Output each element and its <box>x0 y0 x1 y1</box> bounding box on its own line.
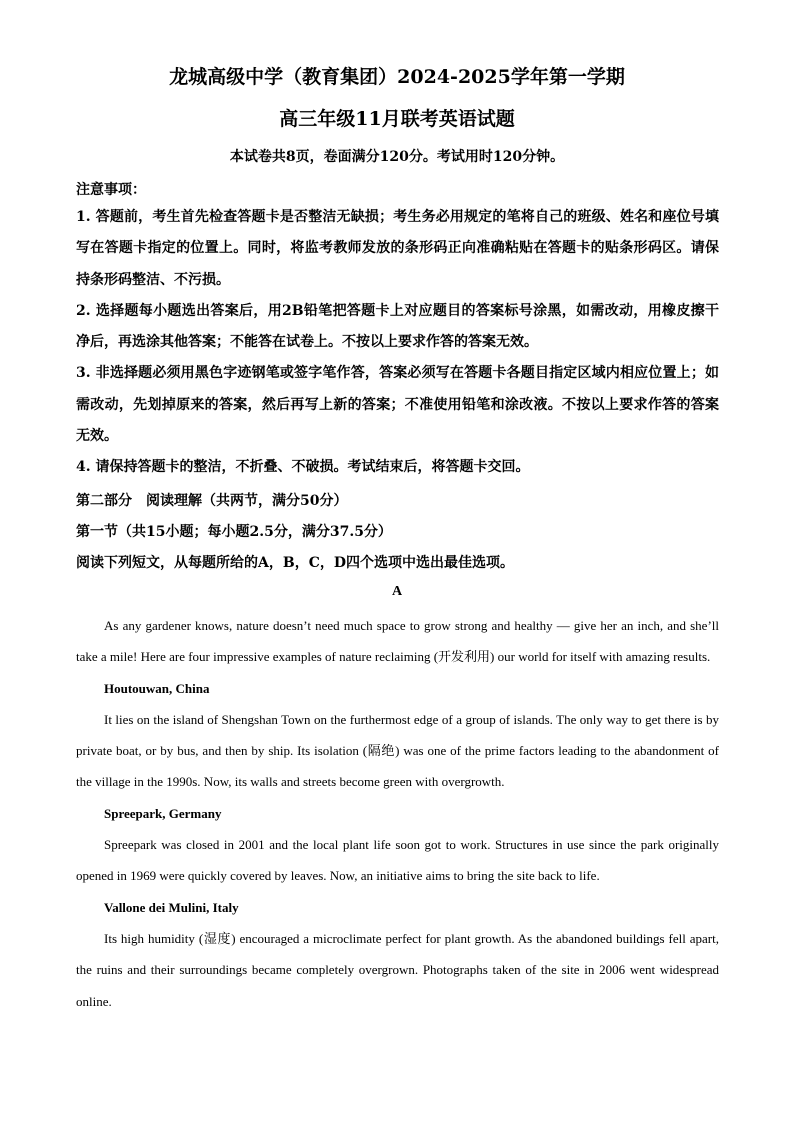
place-text-vallone: Its high humidity (湿度) encouraged a microclimate perfect for plant growth. As the abandoned buildings fell apart, the ruins and their surroundings became completely overgrown. Photographs taken of the site in 2006 went widespread online. <box>76 930 719 1009</box>
notice-list <box>76 202 719 484</box>
place-text-spreepark: Spreepark was closed in 2001 and the local plant life soon got to work. Structures in use since the park originally opened in 1969 were quickly covered by leaves. Now, an initiative aims to bring the site back to life. <box>76 837 719 884</box>
passage-intro: As any gardener knows, nature doesn’t need much space to grow strong and healthy — give her an inch, and she’ll take a mile! Here are four impressive examples of nature reclaiming (开发利用) our world for itself with amazing results. <box>76 618 719 665</box>
exam-subtitle: 本试卷共8页，卷面满分120分。考试用时120分钟。 <box>229 149 565 165</box>
place-text-houtouwan: It lies on the island of Shengshan Town on the furthermost edge of a group of islands. The only way to get there is by private boat, or by bus, and then by ship. Its isolation (隔绝) was one of the prime factors leading to the abandonment of the village in the 1990s. Now, its walls and streets become green with overgrowth. <box>76 711 719 790</box>
notice-heading: 注意事项： <box>76 182 146 198</box>
place-heading-vallone: Vallone dei Mulini, Italy <box>104 899 239 915</box>
part-heading: 第二部分 阅读理解（共两节，满分50分） <box>76 493 348 509</box>
passage-body <box>76 610 719 1017</box>
exam-title-line1: 龙城高级中学（教育集团）2024-2025学年第一学期 <box>169 66 625 88</box>
notice-item-4: 4. 请保持答题卡的整洁，不折叠、不破损。考试结束后，将答题卡交回。 <box>76 459 530 476</box>
notice-item-2: 2. 选择题每小题选出答案后，用2B铅笔把答题卡上对应题目的答案标号涂黑，如需改动，用橡皮擦干净后，再选涂其他答案；不能答在试卷上。不按以上要求作答的答案无效。 <box>76 302 719 351</box>
section-instruction: 阅读下列短文，从每题所给的A，B，C，D四个选项中选出最佳选项。 <box>76 555 514 571</box>
place-heading-spreepark: Spreepark, Germany <box>104 805 222 821</box>
section-heading: 第一节（共15小题；每小题2.5分，满分37.5分） <box>76 524 392 540</box>
place-heading-houtouwan: Houtouwan, China <box>104 680 210 696</box>
passage-label: A <box>391 584 403 599</box>
notice-item-1: 1. 答题前，考生首先检查答题卡是否整洁无缺损；考生务必用规定的笔将自己的班级、姓名和座位号填写在答题卡指定的位置上。同时，将监考教师发放的条形码正向准确粘贴在答题卡的贴条形码区。请保持条形码整洁、不污损。 <box>76 209 719 288</box>
exam-title-line2: 高三年级11月联考英语试题 <box>279 108 515 130</box>
notice-item-3: 3. 非选择题必须用黑色字迹钢笔或签字笔作答，答案必须写在答题卡各题目指定区域内相应位置上；如需改动，先划掉原来的答案，然后再写上新的答案；不准使用铅笔和涂改液。不按以上要求作答的答案无效。 <box>76 365 719 445</box>
